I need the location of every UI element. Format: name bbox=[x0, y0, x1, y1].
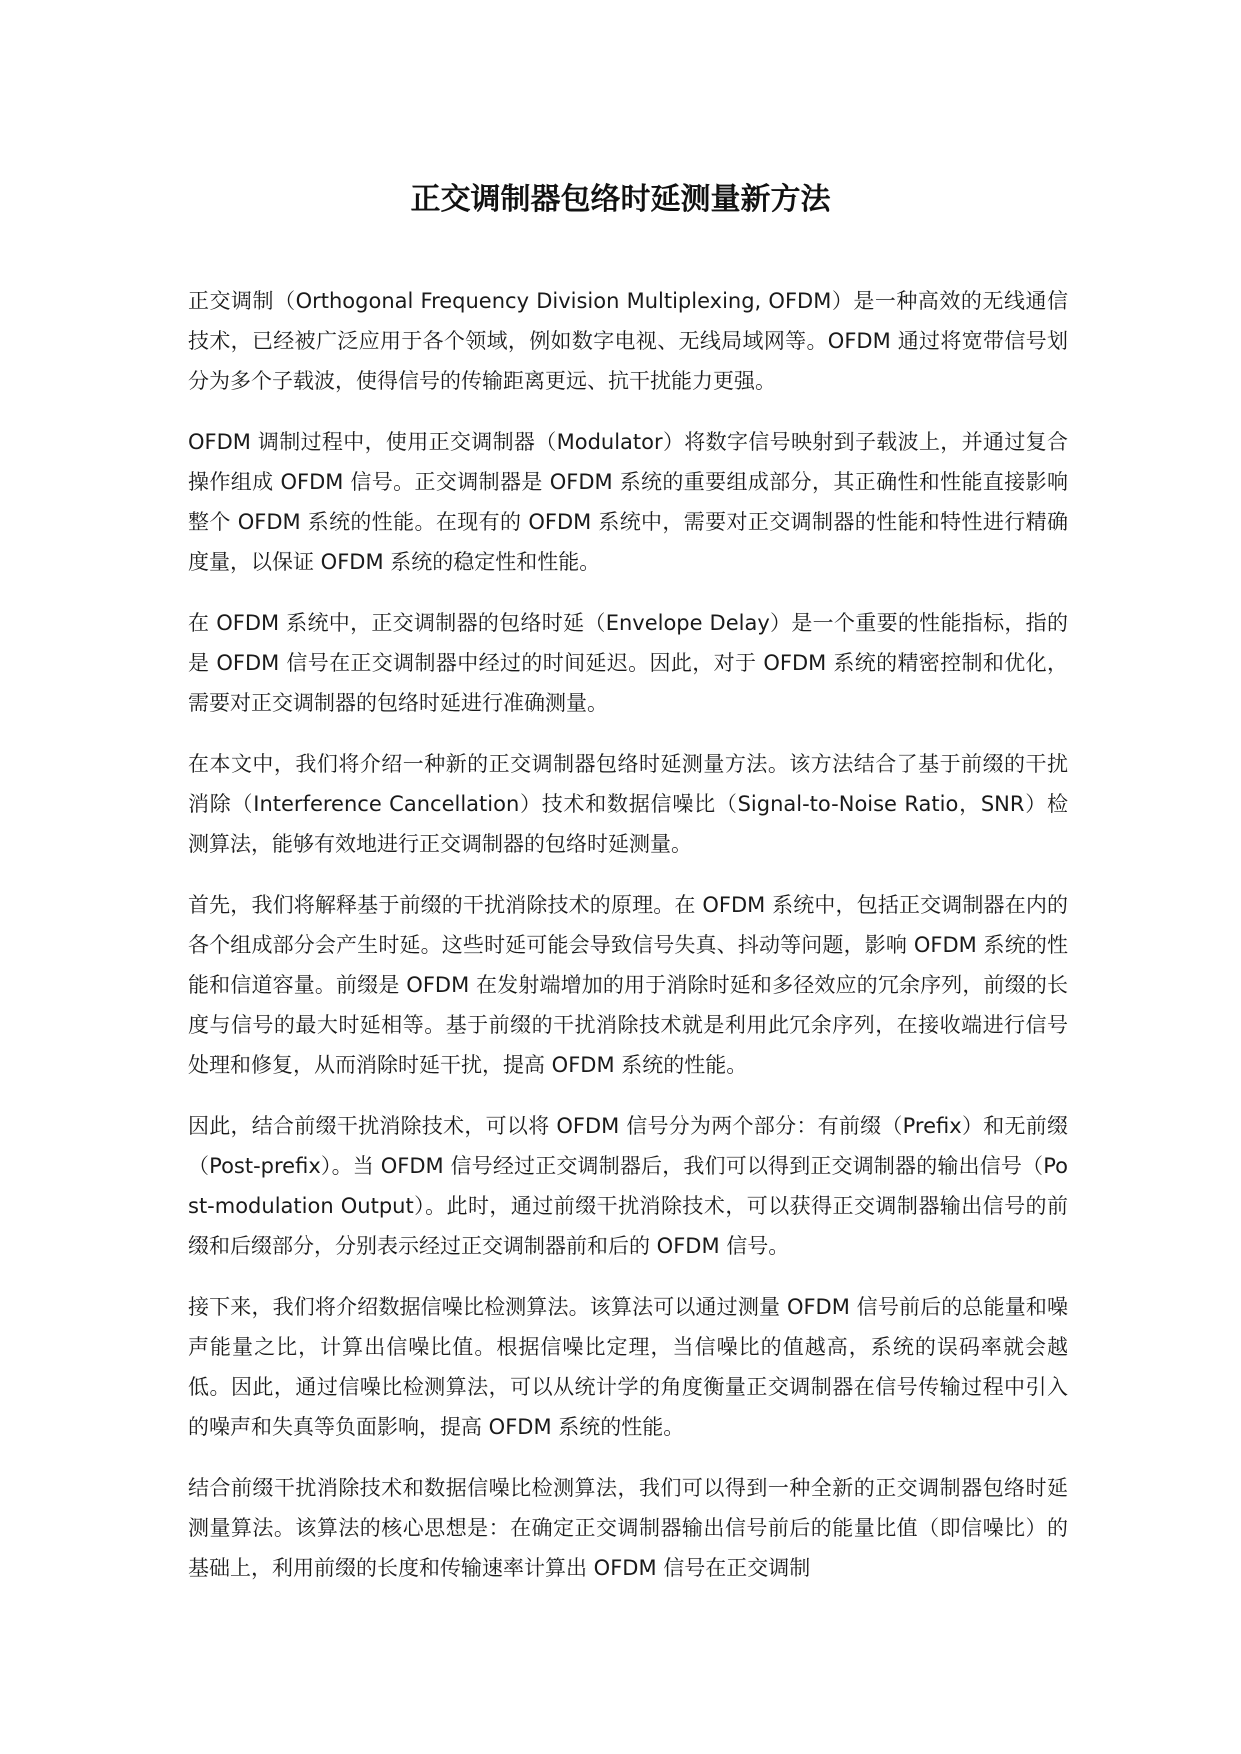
paragraph-1: 正交调制（Orthogonal Frequency Division Multiplexing, OFDM）是一种高效的无线通信技术，已经被广泛应用于各个领域，例如数字电视、无线局域网等。OFDM 通过将宽带信号划分为多个子载波，使得信号的传输距离更远、抗干扰能力更强。 bbox=[188, 289, 1068, 393]
paragraph-4: 在本文中，我们将介绍一种新的正交调制器包络时延测量方法。该方法结合了基于前缀的干扰消除（Interference Cancellation）技术和数据信噪比（Signal-to-Noise Ratio，SNR）检测算法，能够有效地进行正交调制器的包络时延测量。 bbox=[188, 752, 1068, 856]
paragraph-5: 首先，我们将解释基于前缀的干扰消除技术的原理。在 OFDM 系统中，包括正交调制器在内的各个组成部分会产生时延。这些时延可能会导致信号失真、抖动等问题，影响 OFDM 系统的性能和信道容量。前缀是 OFDM 在发射端增加的用于消除时延和多径效应的冗余序列，前缀的长度与信号的最大时延相等。基于前缀的干扰消除技术就是利用此冗余序列，在接收端进行信号处理和修复，从而消除时延干扰，提高 OFDM 系统的性能。 bbox=[188, 893, 1068, 1077]
paragraph-3: 在 OFDM 系统中，正交调制器的包络时延（Envelope Delay）是一个重要的性能指标，指的是 OFDM 信号在正交调制器中经过的时间延迟。因此，对于 OFDM 系统的精密控制和优化，需要对正交调制器的包络时延进行准确测量。 bbox=[188, 611, 1068, 715]
document-body bbox=[188, 281, 1068, 1609]
paragraph-8: 结合前缀干扰消除技术和数据信噪比检测算法，我们可以得到一种全新的正交调制器包络时延测量算法。该算法的核心思想是：在确定正交调制器输出信号前后的能量比值（即信噪比）的基础上，利用前缀的长度和传输速率计算出 OFDM 信号在正交调制 bbox=[188, 1476, 1068, 1580]
paragraph-7: 接下来，我们将介绍数据信噪比检测算法。该算法可以通过测量 OFDM 信号前后的总能量和噪声能量之比，计算出信噪比值。根据信噪比定理，当信噪比的值越高，系统的误码率就会越低。因此，通过信噪比检测算法，可以从统计学的角度衡量正交调制器在信号传输过程中引入的噪声和失真等负面影响，提高 OFDM 系统的性能。 bbox=[188, 1295, 1068, 1439]
document-title: 正交调制器包络时延测量新方法 bbox=[410, 182, 831, 217]
paragraph-6: 因此，结合前缀干扰消除技术，可以将 OFDM 信号分为两个部分：有前缀（Prefix）和无前缀（Post-prefix）。当 OFDM 信号经过正交调制器后，我们可以得到正交调制器的输出信号（Post-modulation Output）。此时，通过前缀干扰消除技术，可以获得正交调制器输出信号的前缀和后缀部分，分别表示经过正交调制器前和后的 OFDM 信号。 bbox=[188, 1114, 1068, 1258]
paragraph-2: OFDM 调制过程中，使用正交调制器（Modulator）将数字信号映射到子载波上，并通过复合操作组成 OFDM 信号。正交调制器是 OFDM 系统的重要组成部分，其正确性和性能直接影响整个 OFDM 系统的性能。在现有的 OFDM 系统中，需要对正交调制器的性能和特性进行精确度量，以保证 OFDM 系统的稳定性和性能。 bbox=[188, 430, 1068, 574]
